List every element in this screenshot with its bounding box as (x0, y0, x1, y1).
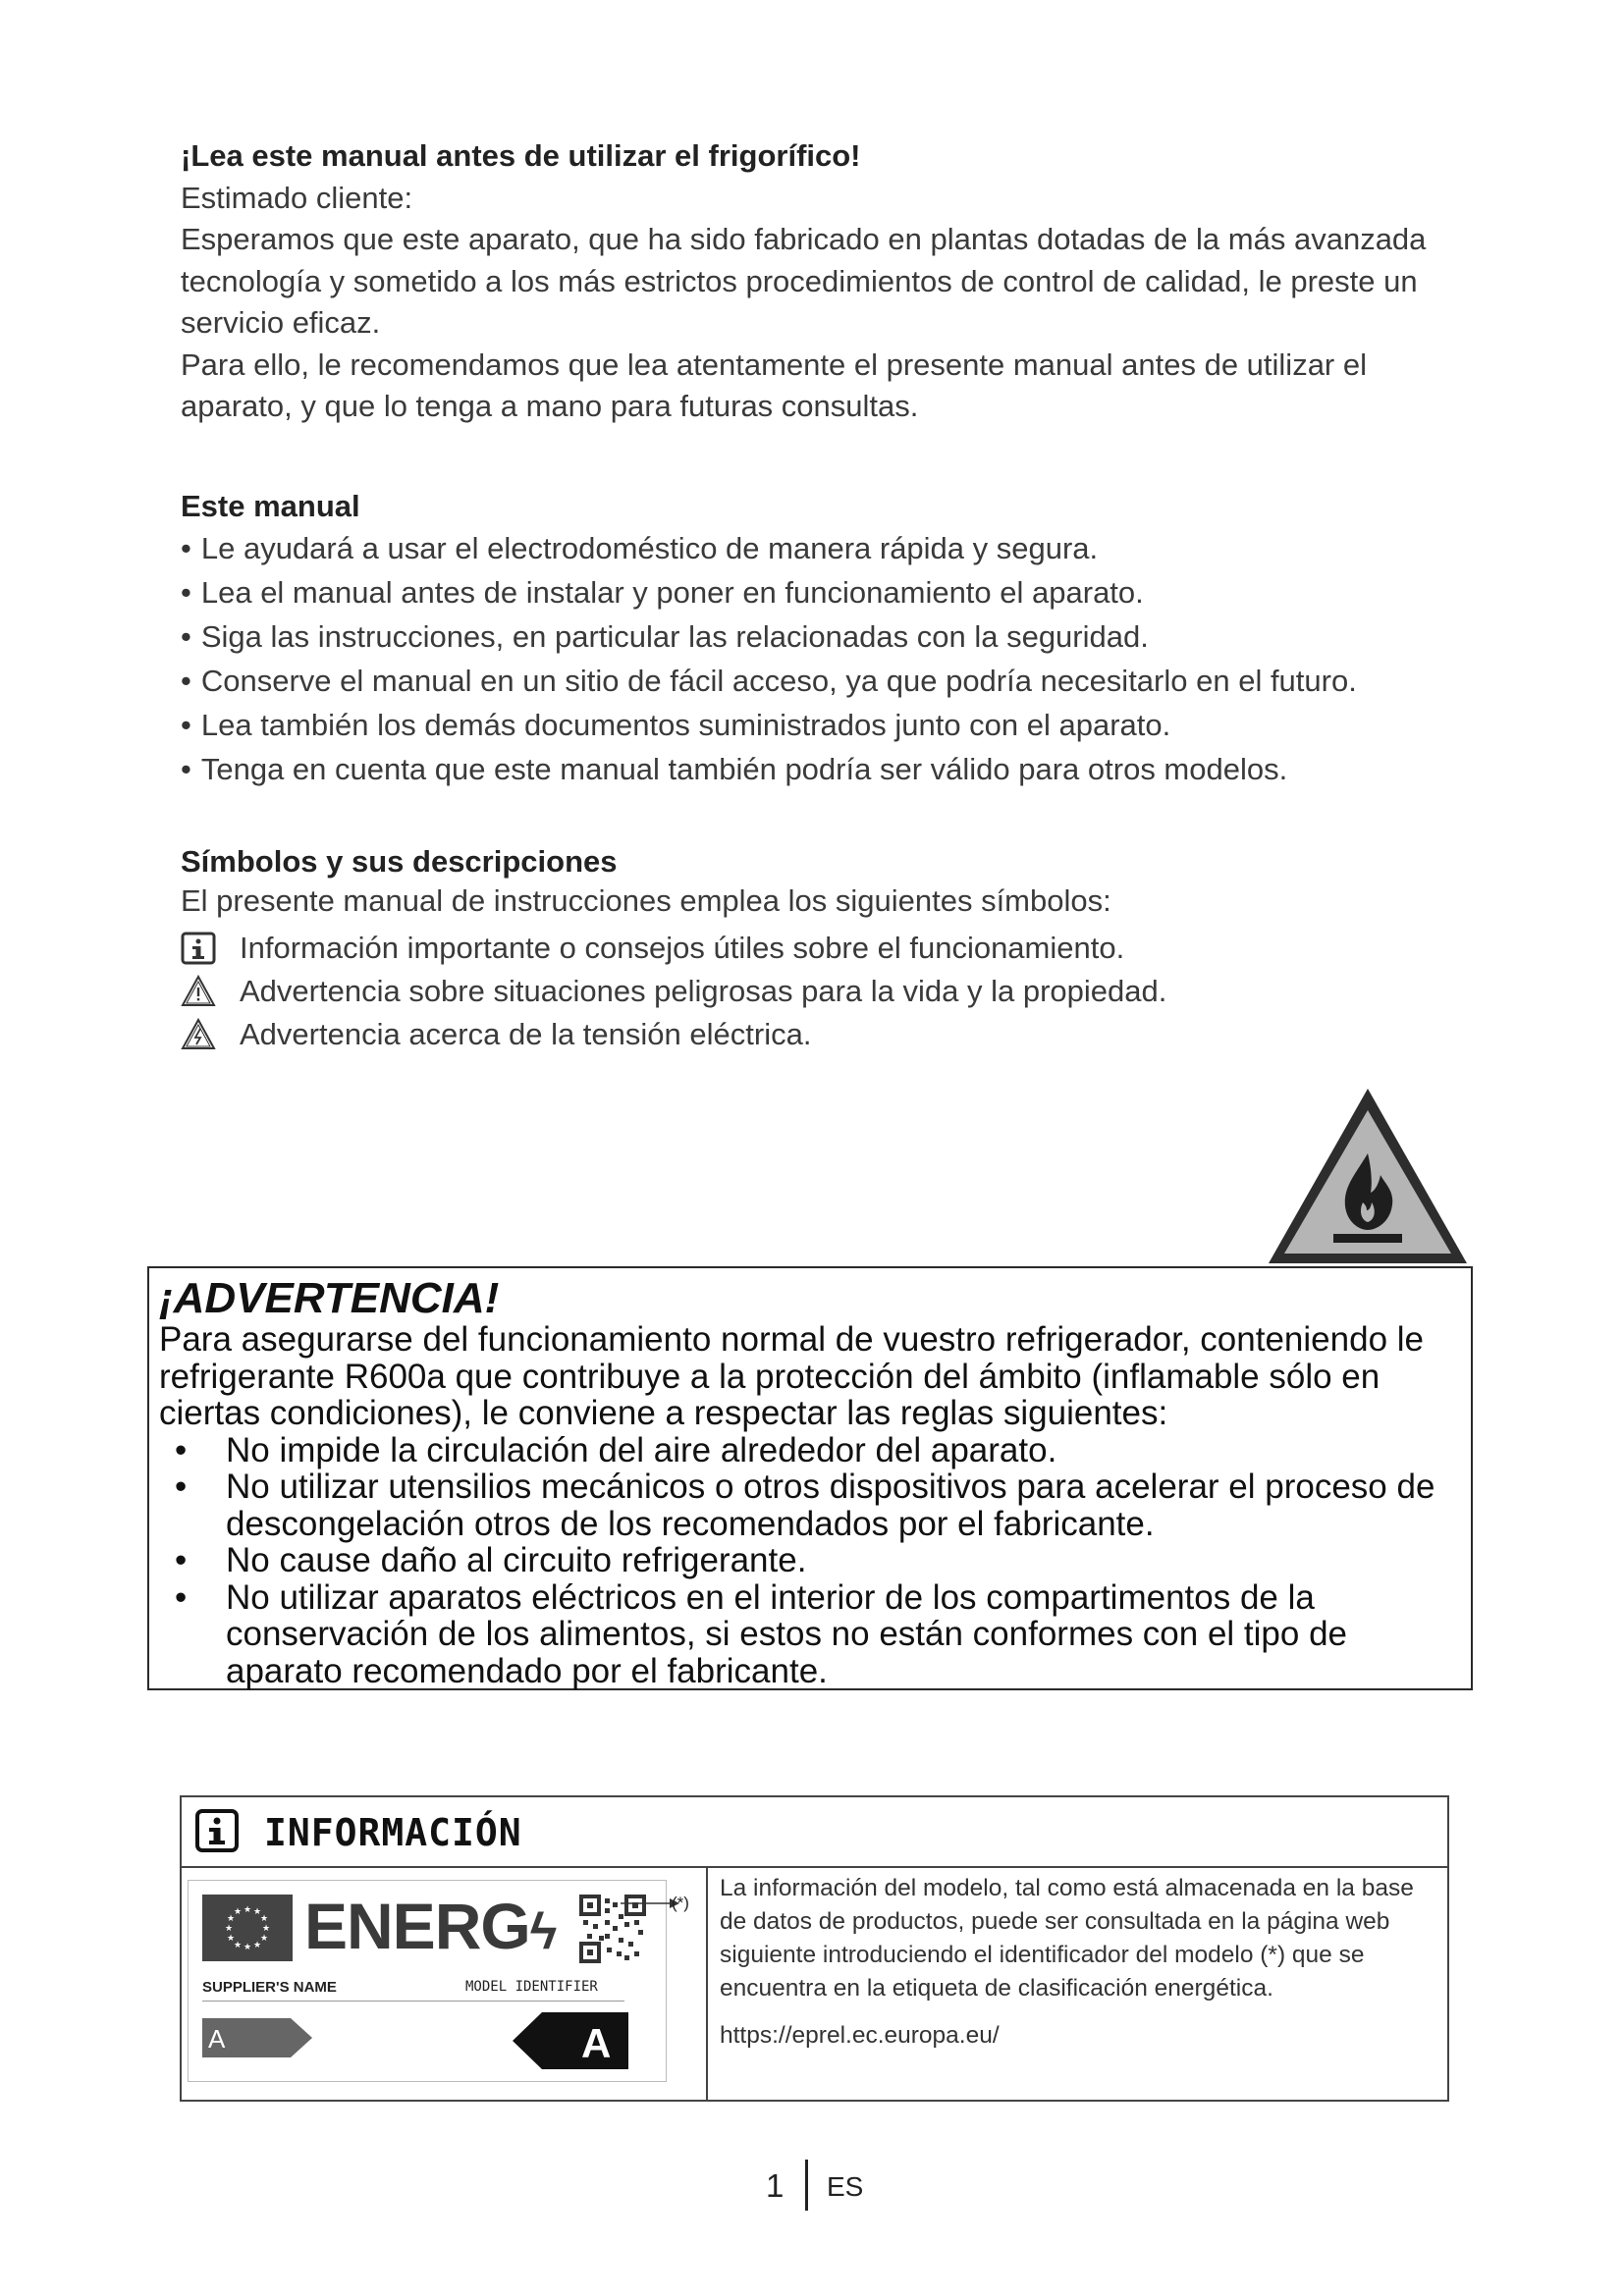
svg-text:★: ★ (233, 1941, 243, 1950)
arrow-right-icon (621, 1896, 679, 1911)
footer-divider (805, 2160, 808, 2211)
warning-box (147, 1266, 1473, 1690)
page-footer (766, 2160, 962, 2215)
svg-text:★: ★ (233, 1907, 243, 1917)
manual-list (181, 526, 1477, 791)
svg-text:★: ★ (261, 1924, 271, 1934)
energy-class-big: A (581, 2020, 612, 2066)
page-number: 1 (766, 2167, 785, 2204)
symbols-section (181, 842, 1477, 1056)
intro-section (181, 135, 1457, 428)
list-item: • No cause daño al circuito refrigerante. (159, 1542, 1461, 1579)
info-icon (181, 931, 216, 966)
list-item: • Lea también los demás documentos suministrados junto con el aparato. (181, 703, 1477, 747)
eprel-link[interactable]: https://eprel.ec.europa.eu/ (720, 2022, 1000, 2049)
list-item: • Siga las instrucciones, en particular las relacionadas con la seguridad. (181, 614, 1477, 659)
intro-paragraph-2: Para ello, le recomendamos que lea atentamente el presente manual antes de utilizar el aparato, y que lo tenga a mano para futuras consultas. (181, 347, 1368, 423)
info-description: La información del modelo, tal como está almacenada en la base de datos de productos, puede ser consultada en la página web siguiente introduciendo el identificador del modelo (*) que se encuentra en la etiqueta de clasificación energética. (720, 1875, 1414, 2002)
intro-heading: ¡Lea este manual antes de utilizar el frigorífico! (181, 138, 861, 173)
model-identifier: MODEL IDENTIFIER (465, 1979, 598, 1995)
info-box (180, 1795, 1449, 2102)
svg-text:★: ★ (226, 1914, 236, 1924)
list-item: • No utilizar aparatos eléctricos en el interior de los compartimentos de la conservación de los alimentos, si estos no están conformes con el tipo de aparato recomendado por el fabricante. (159, 1579, 1461, 1690)
svg-text:★: ★ (243, 1905, 252, 1915)
list-item: • No utilizar utensilios mecánicos o otros dispositivos para acelerar el proceso de descongelación otros de los recomendados por el fabricante. (159, 1468, 1461, 1542)
symbols-heading: Símbolos y sus descripciones (181, 844, 618, 879)
manual-section (181, 487, 1477, 791)
svg-text:★: ★ (252, 1907, 262, 1917)
manual-heading: Este manual (181, 489, 360, 523)
list-item: • Lea el manual antes de instalar y poner en funcionamiento el aparato. (181, 570, 1477, 614)
svg-text:★: ★ (224, 1924, 234, 1934)
info-title: INFORMACIÓN (264, 1811, 522, 1854)
info-text (720, 1872, 1427, 2053)
svg-text:★: ★ (259, 1934, 269, 1944)
symbol-text: Información importante o consejos útiles sobre el funcionamiento. (240, 931, 1125, 965)
lightning-icon: ϟ (529, 1903, 557, 1960)
list-item: • Conserve el manual en un sitio de fácil acceso, ya que podría necesitarlo en el futuro. (181, 659, 1477, 703)
list-item: • No impide la circulación del aire alrededor del aparato. (159, 1432, 1461, 1469)
energy-class-arrow (202, 2018, 312, 2057)
symbol-text: Advertencia sobre situaciones peligrosas para la vida y la propiedad. (240, 974, 1167, 1008)
language-code: ES (827, 2171, 864, 2202)
svg-text:★: ★ (252, 1941, 262, 1950)
info-icon (195, 1809, 239, 1852)
info-header (182, 1797, 1447, 1868)
energy-logo-text (304, 1889, 556, 1963)
info-divider (706, 1868, 708, 2102)
list-item: • Le ayudará a usar el electrodoméstico de manera rápida y segura. (181, 526, 1477, 570)
warning-list (159, 1432, 1461, 1690)
list-item (181, 927, 1477, 970)
label-divider (202, 2001, 624, 2002)
svg-text:★: ★ (243, 1943, 252, 1952)
list-item (181, 970, 1477, 1013)
supplier-name: SUPPLIER'S NAME (202, 1979, 337, 1996)
symbol-text: Advertencia acerca de la tensión eléctrica. (240, 1017, 812, 1051)
list-item (181, 1013, 1477, 1056)
energy-class-small: A (208, 2024, 226, 2054)
model-marker: (*) (672, 1894, 689, 1912)
energy-word: ENERG (304, 1890, 530, 1962)
svg-text:★: ★ (226, 1934, 236, 1944)
symbols-intro: El presente manual de instrucciones emplea los siguientes símbolos: (181, 883, 1111, 918)
intro-greeting: Estimado cliente: (181, 180, 413, 215)
energy-label (188, 1880, 667, 2082)
warning-body: Para asegurarse del funcionamiento normal de vuestro refrigerador, conteniendo le refrigerante R600a que contribuye a la protección del ámbito (inflamable sólo en ciertas condiciones), le conviene a respectar las reglas siguientes: (159, 1320, 1424, 1432)
svg-text:★: ★ (259, 1914, 269, 1924)
list-item: • Tenga en cuenta que este manual también podría ser válido para otros modelos. (181, 747, 1477, 791)
electric-warning-icon (181, 1017, 216, 1052)
flammable-warning-icon (1265, 1085, 1471, 1267)
symbols-list (181, 927, 1477, 1056)
warning-triangle-icon (181, 974, 216, 1009)
energy-class-indicator (513, 2012, 628, 2069)
intro-paragraph-1: Esperamos que este aparato, que ha sido fabricado en plantas dotadas de la más avanzada tecnología y sometido a los más estrictos procedimientos de control de calidad, le preste un servicio eficaz. (181, 222, 1427, 340)
eu-flag-icon (202, 1895, 293, 1961)
warning-title: ¡ADVERTENCIA! (159, 1274, 500, 1322)
